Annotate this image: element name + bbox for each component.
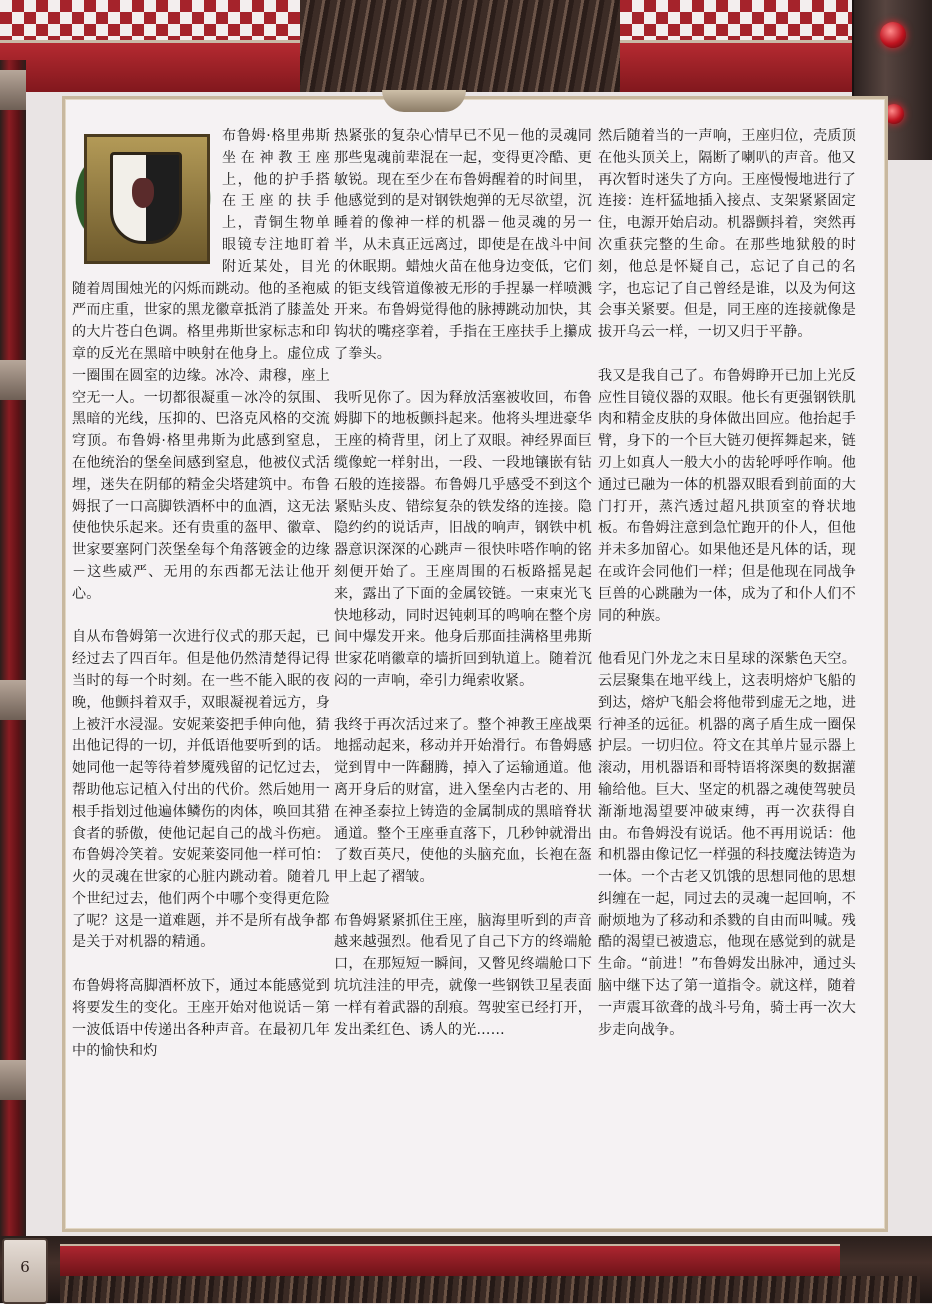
red-armor-panel-right [620, 40, 860, 92]
paragraph: 我听见你了。因为释放活塞被收回，布鲁姆脚下的地板颤抖起来。他将头埋进豪华王座的椅背里，闭上了双眼。神经界面巨缆像蛇一样射出，一段、一段地镶嵌有钻石般的连接器。布鲁姆几乎感受不到这个紧贴头皮、错综复杂的铁发络的连接。隐隐约约的说话声，旧战的响声，钢铁中机器意识深深的心跳声－很快咔嗒作响的铭刻便开始了。王座周围的石板路摇晃起来，露出了下面的金属铰链。一束束光飞快地移动，同时迟钝刺耳的鸣响在整个房间中爆发开来。他身后那面挂满格里弗斯世家花哨徽章的墙折回到轨道上。随着沉闷的一声响，牵引力绳索收紧。 [334, 389, 592, 689]
house-heraldry-icon [72, 128, 214, 270]
page-number-plate [2, 1238, 48, 1304]
paragraph: 布鲁姆·格里弗斯坐在神教王座上，他的护手搭在王座的扶手上，青铜生物单眼镜专注地盯着附近某处，目光随着周围烛光的闪烁而跳动。他的圣袍威严而庄重，世家的黑龙徽章抵消了膝盖处的大片苍白色调。格里弗斯世家标志和印章的反光在黑暗中映射在他身上。虚位成一圈围在圆室的边缘。冰冷、肃穆，座上空无一人。一切都很凝重－冰冷的氛围、黑暗的光线，压抑的、巴洛克风格的交流穹顶。布鲁姆·格里弗斯为此感到窒息，在他统治的堡垒间感到窒息，他被仪式活埋，迷失在阴郁的精金尖塔建筑中。布鲁姆抿了一口高脚铁酒杯中的血酒，这无法使他快乐起来。还有贵重的盔甲、徽章、世家要塞阿门茨堡垒每个角落镀金的边缘－这些威严、无用的东西都无法让他开心。 [72, 128, 330, 602]
red-armor-panel-bottom [60, 1244, 840, 1278]
paragraph: 布鲁姆将高脚酒杯放下，通过本能感觉到将要发生的变化。王座开始对他说话－第一波低语中传递出各种声音。在最初几年中的愉快和灼 [72, 978, 330, 1060]
skull-emblem-icon [382, 90, 466, 112]
bottom-border-ornament [0, 1236, 932, 1303]
page-number: 6 [20, 1258, 30, 1276]
paragraph: 然后随着当的一声响，王座归位，壳质顶在他头顶关上，隔断了喇叭的声音。他又再次暂时迷失了方向。王座慢慢地进行了连接：连杆猛地插入接点、支架紧紧固定住，电源开始启动。机器颤抖着，突然再次重获完整的生命。在那些地狱般的时刻，他总是怀疑自己，忘记了自己的名字，也忘记了自己曾经是谁，以及为何这会事关紧要。但是，同王座的连接就像是拔开乌云一样，一切又归于平静。 [598, 128, 856, 341]
cable-bundle [300, 0, 620, 92]
cable-bundle-bottom [60, 1276, 920, 1303]
text-column-3 [598, 126, 856, 1063]
dragon-icon [132, 178, 154, 208]
paragraph: 他看见门外龙之末日星球的深紫色天空。云层聚集在地平线上，这表明熔炉飞船的到达，熔炉飞船会将他带到虚无之地，进行神圣的远征。机器的离子盾生成一圈保护层。一切归位。符文在其单片显示器上滚动，用机器语和哥特语将深奥的数据灌输给他。巨大、坚定的机器之魂使驾驶员渐渐地渴望要冲破束缚，再一次获得自由。布鲁姆没有说话。他不再用说话：他和机器由像记忆一样强的科技魔法铸造为一体。一个古老又饥饿的思想同他的思想纠缠在一起，同过去的灵魂一起回响，不耐烦地为了移动和杀戮的自由而叫喊。残酷的渴望已被遗忘，他现在感觉到的就是生命。“前进！”布鲁姆发出脉冲，通过头脑中继下达了第一道指令。就这样，随着一声震耳欲聋的战斗号角，骑士再一次大步走向战争。 [598, 651, 856, 1038]
paragraph: 热紧张的复杂心情早已不见－他的灵魂同那些鬼魂前辈混在一起，变得更冷酷、更敏锐。现在至少在布鲁姆醒着的时间里，他感觉到的是对钢铁炮弹的无尽欲望，沉睡着的像神一样的机器－他灵魂的另一半，从未真正远离过，即使是在战斗中间的休眠期。蜡烛火苗在他身边变低，它们的钜支线管道像被无形的手捏暴一样喷溅开来。布鲁姆觉得他的脉搏跳动加快，其钩状的嘴痉挛着，手指在王座扶手上攥成了拳头。 [334, 128, 592, 362]
red-armor-panel-left [0, 40, 300, 92]
text-column-2 [334, 126, 592, 1063]
left-rail-ornament [0, 60, 26, 1240]
red-light-icon [880, 22, 906, 48]
paragraph: 我又是我自己了。布鲁姆睁开已加上光反应性目镜仪器的双眼。他长有更强钢铁肌肉和精金皮肤的身体做出回应。他抬起手臂，身下的一个巨大链刃便挥舞起来，链刃上如真人一般大小的齿轮呼呼作响。他通过已融为一体的机器双眼看到前面的大门打开，蒸汽透过超凡拱顶室的脊状地板。布鲁姆注意到急忙跑开的仆人，但他并未多加留心。如果他还是凡体的话，现在或许会同他们一样；但是他现在同战争巨兽的心跳融为一体，成为了和仆人们不同的种族。 [598, 367, 856, 624]
paragraph: 自从布鲁姆第一次进行仪式的那天起，已经过去了四百年。但是他仍然清楚得记得当时的每一个时刻。在一些不能入眠的夜晚，他颤抖着双手，双眼凝视着远方，身上被汗水浸湿。安妮莱姿把手伸向他，猜出他记得的一切，并低语他要听到的话。她同他一起等待着梦魇残留的记忆过去，帮助他忘记植入付出的代价。然后她用一根手指划过他遍体鳞伤的肉体，唤回其猎食者的骄傲，使他记起自己的战斗伤疤。布鲁姆冷笑着。安妮莱姿同他一样可怕：火的灵魂在世家的心脏内跳动着。随着几个世纪过去，他们两个中哪个变得更危险了呢？这是一道难题，并不是所有战争都是关于对机器的精通。 [72, 629, 330, 951]
paragraph: 布鲁姆紧紧抓住王座，脑海里听到的声音越来越强烈。他看见了自己下方的终端舱口，在那短短一瞬间，又瞥见终端舱口下坑坑洼洼的甲壳，就像一些钢铁卫星表面一样有着武器的刮痕。驾驶室已经打开，发出柔红色、诱人的光…… [334, 912, 592, 1038]
text-column-1 [72, 126, 330, 1085]
top-border-ornament [0, 0, 932, 92]
paragraph: 我终于再次活过来了。整个神教王座战栗地摇动起来，移动并开始滑行。布鲁姆感觉到胃中一阵翻腾，掉入了运输通道。他离开身后的财富，进入堡垒内古老的、用在神圣泰拉上铸造的金属制成的黑暗脊状通道。整个王座垂直落下，几秒钟就滑出了数百英尺，使他的头脑充血，长袍在盔甲上起了褶皱。 [334, 716, 592, 886]
